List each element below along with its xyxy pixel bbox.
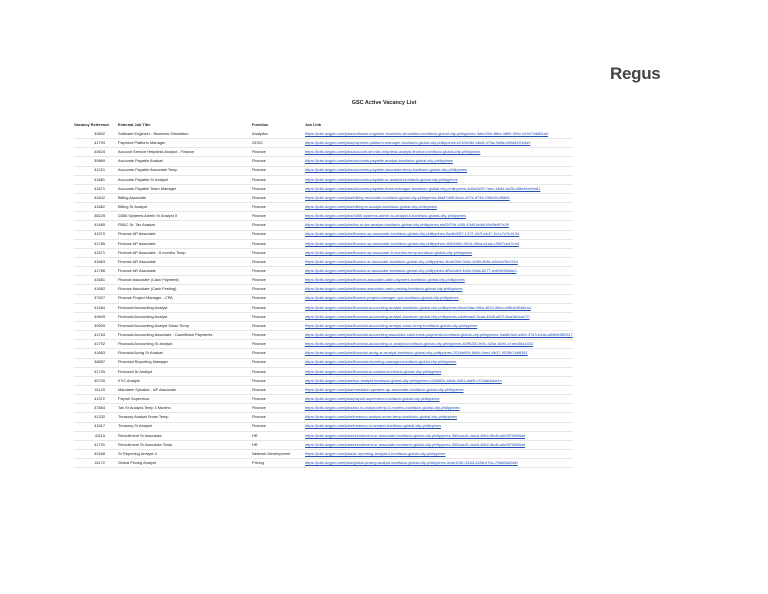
table-row xyxy=(74,349,573,358)
job-title-cell: Finance AP Associate - 6 months Temp xyxy=(118,248,252,257)
job-title-cell: Billing Associate xyxy=(118,193,252,202)
vacancy-reference-cell: 41795 xyxy=(74,367,118,376)
vacancy-reference-cell: 41792 xyxy=(74,340,118,349)
job-link[interactable]: https://jobs.iwgplc.com/jobs/sr-reporting-analyst-ii-bonifacio-global-city-philippines xyxy=(305,449,573,458)
vacancy-reference-cell: 41882 xyxy=(74,203,118,212)
table-row xyxy=(74,285,573,294)
job-link[interactable]: https://jobs.iwgplc.com/jobs/accounts-payable-team-manager-bonifacio-global-city-philippines-4d5d1b09-7ebc-4bd4-bb28-d8bef4eb0e81 xyxy=(305,184,573,193)
job-title-cell: Financial Accounting Sr Analyst xyxy=(118,340,252,349)
job-link[interactable]: https://jobs.iwgplc.com/jobs/finance-ap-associate-6-months-temp-bonifacio-global-city-philippines xyxy=(305,248,573,257)
vacancy-reference-cell: 41571 xyxy=(74,248,118,257)
table-row xyxy=(74,148,573,157)
job-title-cell: Recruitment Sr Associate xyxy=(118,431,252,440)
vacancy-reference-cell: 41785 xyxy=(74,239,118,248)
table-row xyxy=(74,166,573,175)
table-row xyxy=(74,321,573,330)
vacancy-reference-cell: 41786 xyxy=(74,267,118,276)
function-cell: Finance xyxy=(252,349,305,358)
document-title: GSC Active Vacancy List xyxy=(351,100,417,106)
function-cell: Analytics xyxy=(252,130,305,139)
function-cell: Finance xyxy=(252,321,305,330)
vacancy-reference-cell: 38225 xyxy=(74,212,118,221)
table-row xyxy=(74,459,573,468)
vacancy-reference-cell: 39905 xyxy=(74,321,118,330)
vacancy-reference-cell: 41794 xyxy=(74,139,118,148)
job-link[interactable]: https://jobs.iwgplc.com/jobs/account-service-helpdesk-analyst-finance-bonifacio-global-city-philippines xyxy=(305,148,573,157)
table-row xyxy=(74,431,573,440)
vacancy-reference-cell: 41172 xyxy=(74,459,118,468)
table-row xyxy=(74,422,573,431)
function-cell: HR xyxy=(252,440,305,449)
job-link[interactable]: https://jobs.iwgplc.com/jobs/accounts-payable-analyst-bonifacio-global-city-philippines xyxy=(305,157,573,166)
vacancy-reference-cell: 41570 xyxy=(74,230,118,239)
vacancy-reference-cell: 41682 xyxy=(74,285,118,294)
vacancy-reference-cell: 40849 xyxy=(74,312,118,321)
job-link[interactable]: https://jobs.iwgplc.com/jobs/fbc-sr-tax-analyst-bonifacio-global-city-philippines-eb63f79d-44f5-43d0-bbb8-f9d0fe5f7e29 xyxy=(305,221,573,230)
vacancy-reference-cell: 39869 xyxy=(74,157,118,166)
table-row xyxy=(74,312,573,321)
table-row xyxy=(74,175,573,184)
job-title-cell: Account Service Helpdesk Analyst - Finance xyxy=(118,148,252,157)
job-link[interactable]: https://jobs.iwgplc.com/jobs/d365-systems-admin-sr-analyst-ii-bonifacio-global-city-philippines xyxy=(305,212,573,221)
function-cell: Finance xyxy=(252,376,305,385)
job-link[interactable]: https://jobs.iwgplc.com/jobs/finance-associate-cash-payment-bonifacio-global-city-philippines xyxy=(305,276,573,285)
function-cell: Finance xyxy=(252,248,305,257)
job-title-cell: Financial Accounting Associate - Cash/Bank Payments xyxy=(118,331,252,340)
table-row xyxy=(74,449,573,458)
job-title-cell: Accounts Payable Sr Analyst xyxy=(118,175,252,184)
job-link[interactable]: https://jobs.iwgplc.com/jobs/kyc-analyst-bonifacio-global-city-philippines-c2d06f2c-b84d-4081-a6e9-c724ab3cbe1c xyxy=(305,376,573,385)
vacancy-reference-cell: 41663 xyxy=(74,257,118,266)
job-link[interactable]: https://jobs.iwgplc.com/jobs/accounts-payable-sr-analyst-bonifacio-global-city-philippines xyxy=(305,175,573,184)
vacancy-reference-cell: 41671 xyxy=(74,184,118,193)
vacancy-table xyxy=(74,120,573,468)
table-row xyxy=(74,184,573,193)
job-link[interactable]: https://jobs.iwgplc.com/jobs/financial-accounting-sr-analyst-bonifacio-global-city-philippines-61ff5250-fe3c-425a-82e4-c7aec56a1833 xyxy=(305,340,573,349)
job-link[interactable]: https://jobs.iwgplc.com/jobs/finance-project-manager-cpa-bonifacio-global-city-philippines xyxy=(305,294,573,303)
function-cell: Finance xyxy=(252,221,305,230)
job-title-cell: Financial Accounting Analyst xyxy=(118,303,252,312)
vacancy-reference-cell: 41120 xyxy=(74,385,118,394)
table-row xyxy=(74,257,573,266)
vacancy-reference-cell: 37884 xyxy=(74,404,118,413)
table-row xyxy=(74,340,573,349)
vacancy-reference-cell: 40624 xyxy=(74,148,118,157)
job-title-cell: Financial Accounting Analyst xyxy=(118,312,252,321)
job-title-cell: Payroll Supervisor xyxy=(118,395,252,404)
job-link[interactable]: https://jobs.iwgplc.com/jobs/payment-platform-manager-bonifacio-global-city-philippines-e210b28e-b8e5-473a-9e5a-b59e81f2b9a9 xyxy=(305,139,573,148)
table-row xyxy=(74,376,573,385)
vacancy-reference-cell: 41883 xyxy=(74,349,118,358)
function-cell: GDSC xyxy=(252,139,305,148)
job-title-cell: Billing Sr Analyst xyxy=(118,203,252,212)
job-title-cell: Financial Acctg Sr Analyst xyxy=(118,349,252,358)
job-link[interactable]: https://jobs.iwgplc.com/jobs/financial-acctg-sr-analyst-bonifacio-global-city-philippines-2016a909-8b0d-4ee4-8b37-9028b7b88381 xyxy=(305,349,573,358)
job-link[interactable]: https://jobs.iwgplc.com/jobs/treasury-analyst-smax-temp-bonifacio-global-city-philippines xyxy=(305,413,573,422)
job-link[interactable]: https://jobs.iwgplc.com/jobs/payroll-supervisor-bonifacio-global-city-philippines xyxy=(305,395,573,404)
header-job-link: Job Link xyxy=(305,121,321,127)
job-title-cell: Financial Sr Analyst xyxy=(118,367,252,376)
table-row xyxy=(74,413,573,422)
job-title-cell: KYC Analyst xyxy=(118,376,252,385)
function-cell: Finance xyxy=(252,422,305,431)
vacancy-reference-cell: 38887 xyxy=(74,358,118,367)
job-title-cell: Finance Associate (Cash Posting) xyxy=(118,285,252,294)
table-row xyxy=(74,358,573,367)
job-title-cell: Tax Sr Analyst-Temp 3 Months xyxy=(118,404,252,413)
job-title-cell: Finance Associate (Cash Payment) xyxy=(118,276,252,285)
table-row xyxy=(74,404,573,413)
table-row xyxy=(74,212,573,221)
job-link[interactable]: https://jobs.iwgplc.com/jobs/financial-accounting-analyst-bonifacio-global-city-philippines-5edc3dac-9f6a-4624-8bbc-e96b6354de4d xyxy=(305,303,573,312)
job-link[interactable]: https://jobs.iwgplc.com/jobs/software-engineer-business-simulation-bonifacio-global-city-philippines-3a0c25fc-f8ba-4869-900c-619c74d881a3 xyxy=(305,130,573,139)
job-link[interactable]: https://jobs.iwgplc.com/jobs/finance-ar-associate-bonifacio-global-city-philippines-df5cbde9-4e0c-49ab-8277-ec89e42fddc0 xyxy=(305,267,573,276)
job-link[interactable]: https://jobs.iwgplc.com/jobs/recruitment-sr-associate-bonifacio-global-city-philippines-350caa41-da4d-48b2-8bd9-a6d3f75d98dd xyxy=(305,431,573,440)
table-row xyxy=(74,276,573,285)
job-title-cell: Finance AP Associate xyxy=(118,239,252,248)
job-title-cell: Global Pricing Analyst xyxy=(118,459,252,468)
job-title-cell: Accounts Payable Associate Temp xyxy=(118,166,252,175)
job-link[interactable]: https://jobs.iwgplc.com/jobs/global-pricing-analyst-bonifacio-global-city-philippines-4cbb1051-5163-4288-b7bc-70686dd284f xyxy=(305,459,573,468)
table-row xyxy=(74,440,573,449)
job-title-cell: Treasury Analyst Smax Temp xyxy=(118,413,252,422)
vacancy-reference-cell: 41881 xyxy=(74,175,118,184)
table-row xyxy=(74,385,573,394)
table-row xyxy=(74,193,573,202)
job-title-cell: FB&C Sr. Tax Analyst xyxy=(118,221,252,230)
job-link[interactable]: https://jobs.iwgplc.com/jobs/finance-ap-associate-bonifacio-global-city-philippines-1f2b09d2-9914-46ea-a1aa-c3667ced7e4d xyxy=(305,239,573,248)
job-link[interactable]: https://jobs.iwgplc.com/jobs/financial-sr-analyst-bonifacio-global-city-philippines xyxy=(305,367,573,376)
function-cell: Finance xyxy=(252,385,305,394)
job-title-cell: Recruitment Sr Associate Temp xyxy=(118,440,252,449)
job-title-cell: Sr Reporting Analyst II xyxy=(118,449,252,458)
function-cell: Finance xyxy=(252,331,305,340)
function-cell: Finance xyxy=(252,175,305,184)
job-title-cell: Finance AP Associate xyxy=(118,230,252,239)
vacancy-reference-cell: 41372 xyxy=(74,395,118,404)
function-cell: Network Development xyxy=(252,449,305,458)
vacancy-reference-cell: 41115 xyxy=(74,431,118,440)
function-cell: Finance xyxy=(252,239,305,248)
function-cell: Finance xyxy=(252,367,305,376)
job-title-cell: Treasury Sr Analyst xyxy=(118,422,252,431)
job-link[interactable]: https://jobs.iwgplc.com/jobs/accounts-payable-associate-temp-bonifacio-global-city-philippines xyxy=(305,166,573,175)
job-link[interactable]: https://jobs.iwgplc.com/jobs/financial-accounting-analyst-smax-temp-bonifacio-global-city-philippines xyxy=(305,321,573,330)
job-link[interactable]: https://jobs.iwgplc.com/jobs/finance-ar-associate-bonifacio-global-city-philippines-4bde29ef-0b4c-4b89-8b5c-a2ddc29e331d xyxy=(305,257,573,266)
function-cell: Finance xyxy=(252,267,305,276)
function-cell: Finance xyxy=(252,413,305,422)
function-cell: Finance xyxy=(252,148,305,157)
job-title-cell: Finance AR Associate xyxy=(118,257,252,266)
job-link[interactable]: https://jobs.iwgplc.com/jobs/financial-accounting-associate-cash-bank-payments-bonifacio-global-city-philippines-9ad8b3c8-a469-4763-b2da-a586fe980317 xyxy=(305,331,573,340)
job-link[interactable]: https://jobs.iwgplc.com/jobs/tax-sr-analyst-temp-3-months-bonifacio-global-city-philippines xyxy=(305,404,573,413)
function-cell: Finance xyxy=(252,184,305,193)
vacancy-reference-cell: 39652 xyxy=(74,130,118,139)
header-function: Function xyxy=(252,121,269,127)
job-link[interactable]: https://jobs.iwgplc.com/jobs/billing-sr-analyst-bonifacio-global-city-philippines xyxy=(305,203,573,212)
table-row xyxy=(74,203,573,212)
job-link[interactable]: https://jobs.iwgplc.com/jobs/mandarin-speaker-ap-associate-bonifacio-global-city-philippines xyxy=(305,385,573,394)
job-link[interactable]: https://jobs.iwgplc.com/jobs/recruitment-sr-associate-bonifacio-global-city-philippines-350caa41-da4d-48b2-8bd9-a6d3f75d98dd xyxy=(305,440,573,449)
job-title-cell: Financial Accounting Analyst Smax Temp xyxy=(118,321,252,330)
function-cell: Finance xyxy=(252,166,305,175)
table-row xyxy=(74,239,573,248)
header-external-job-title: External Job Title xyxy=(118,121,151,127)
function-cell: Finance xyxy=(252,230,305,239)
function-cell: Finance xyxy=(252,303,305,312)
vacancy-reference-cell: 41617 xyxy=(74,422,118,431)
table-row xyxy=(74,331,573,340)
function-cell: Finance xyxy=(252,358,305,367)
function-cell: Finance xyxy=(252,395,305,404)
job-link[interactable]: https://jobs.iwgplc.com/jobs/billing-associate-bonifacio-global-city-philippines-6fa87a98-5bce-407e-8746-158e51c5f8e6 xyxy=(305,193,573,202)
table-row xyxy=(74,221,573,230)
vacancy-reference-cell: 40730 xyxy=(74,376,118,385)
job-title-cell: Finance AR Associate xyxy=(118,267,252,276)
function-cell: Finance xyxy=(252,276,305,285)
job-link[interactable]: https://jobs.iwgplc.com/jobs/financial-accounting-analyst-bonifacio-global-city-philippines-cddbbae5-3caa-4948-a67f-3ea0fd1cdc70 xyxy=(305,312,573,321)
job-title-cell: Software Engineer - Business Simulation xyxy=(118,130,252,139)
vacancy-reference-cell: 41332 xyxy=(74,413,118,422)
table-row xyxy=(74,157,573,166)
table-row xyxy=(74,367,573,376)
vacancy-reference-cell: 40168 xyxy=(74,449,118,458)
job-title-cell: Accounts Payable Team Manager xyxy=(118,184,252,193)
table-row xyxy=(74,395,573,404)
job-link[interactable]: https://jobs.iwgplc.com/jobs/finance-associate-cash-posting-bonifacio-global-city-philippines xyxy=(305,285,573,294)
vacancy-reference-cell: 41221 xyxy=(74,166,118,175)
table-row xyxy=(74,248,573,257)
job-title-cell: Accounts Payable Analyst xyxy=(118,157,252,166)
function-cell: Finance xyxy=(252,212,305,221)
job-link[interactable]: https://jobs.iwgplc.com/jobs/finance-ap-associate-bonifacio-global-city-philippines-5ad6d287-1372-4b7f-ab47-1b1c747b4134 xyxy=(305,230,573,239)
function-cell: Finance xyxy=(252,294,305,303)
table-row xyxy=(74,294,573,303)
header-vacancy-reference: Vacancy Reference xyxy=(74,121,110,127)
table-row xyxy=(74,130,573,139)
table-row xyxy=(74,267,573,276)
table-row xyxy=(74,230,573,239)
job-link[interactable]: https://jobs.iwgplc.com/jobs/financial-reporting-manager-bonifacio-global-city-philippines xyxy=(305,358,573,367)
vacancy-reference-cell: 37927 xyxy=(74,294,118,303)
function-cell: Finance xyxy=(252,404,305,413)
job-title-cell: Mandarin Speaker - AP Associate xyxy=(118,385,252,394)
table-header-row xyxy=(74,120,573,130)
function-cell: Finance xyxy=(252,203,305,212)
vacancy-reference-cell: 41681 xyxy=(74,276,118,285)
job-title-cell: Finance Project Manager - CPA xyxy=(118,294,252,303)
vacancy-reference-cell: 41485 xyxy=(74,221,118,230)
table-row xyxy=(74,139,573,148)
function-cell: Finance xyxy=(252,285,305,294)
function-cell: Finance xyxy=(252,340,305,349)
vacancy-reference-cell: 41642 xyxy=(74,193,118,202)
table-row xyxy=(74,303,573,312)
job-title-cell: Payment Platform Manager xyxy=(118,139,252,148)
vacancy-reference-cell: 41791 xyxy=(74,440,118,449)
job-title-cell: D365 Systems Admin Sr Analyst II xyxy=(118,212,252,221)
job-title-cell: Financial Reporting Manager xyxy=(118,358,252,367)
function-cell: Finance xyxy=(252,193,305,202)
function-cell: Finance xyxy=(252,312,305,321)
vacancy-reference-cell: 41763 xyxy=(74,331,118,340)
function-cell: HR xyxy=(252,431,305,440)
function-cell: Pricing xyxy=(252,459,305,468)
table-body xyxy=(74,130,573,468)
job-link[interactable]: https://jobs.iwgplc.com/jobs/treasury-sr-analyst-bonifacio-global-city-philippines xyxy=(305,422,573,431)
regus-logo: Regus xyxy=(610,64,661,83)
function-cell: Finance xyxy=(252,257,305,266)
function-cell: Finance xyxy=(252,157,305,166)
vacancy-reference-cell: 41484 xyxy=(74,303,118,312)
